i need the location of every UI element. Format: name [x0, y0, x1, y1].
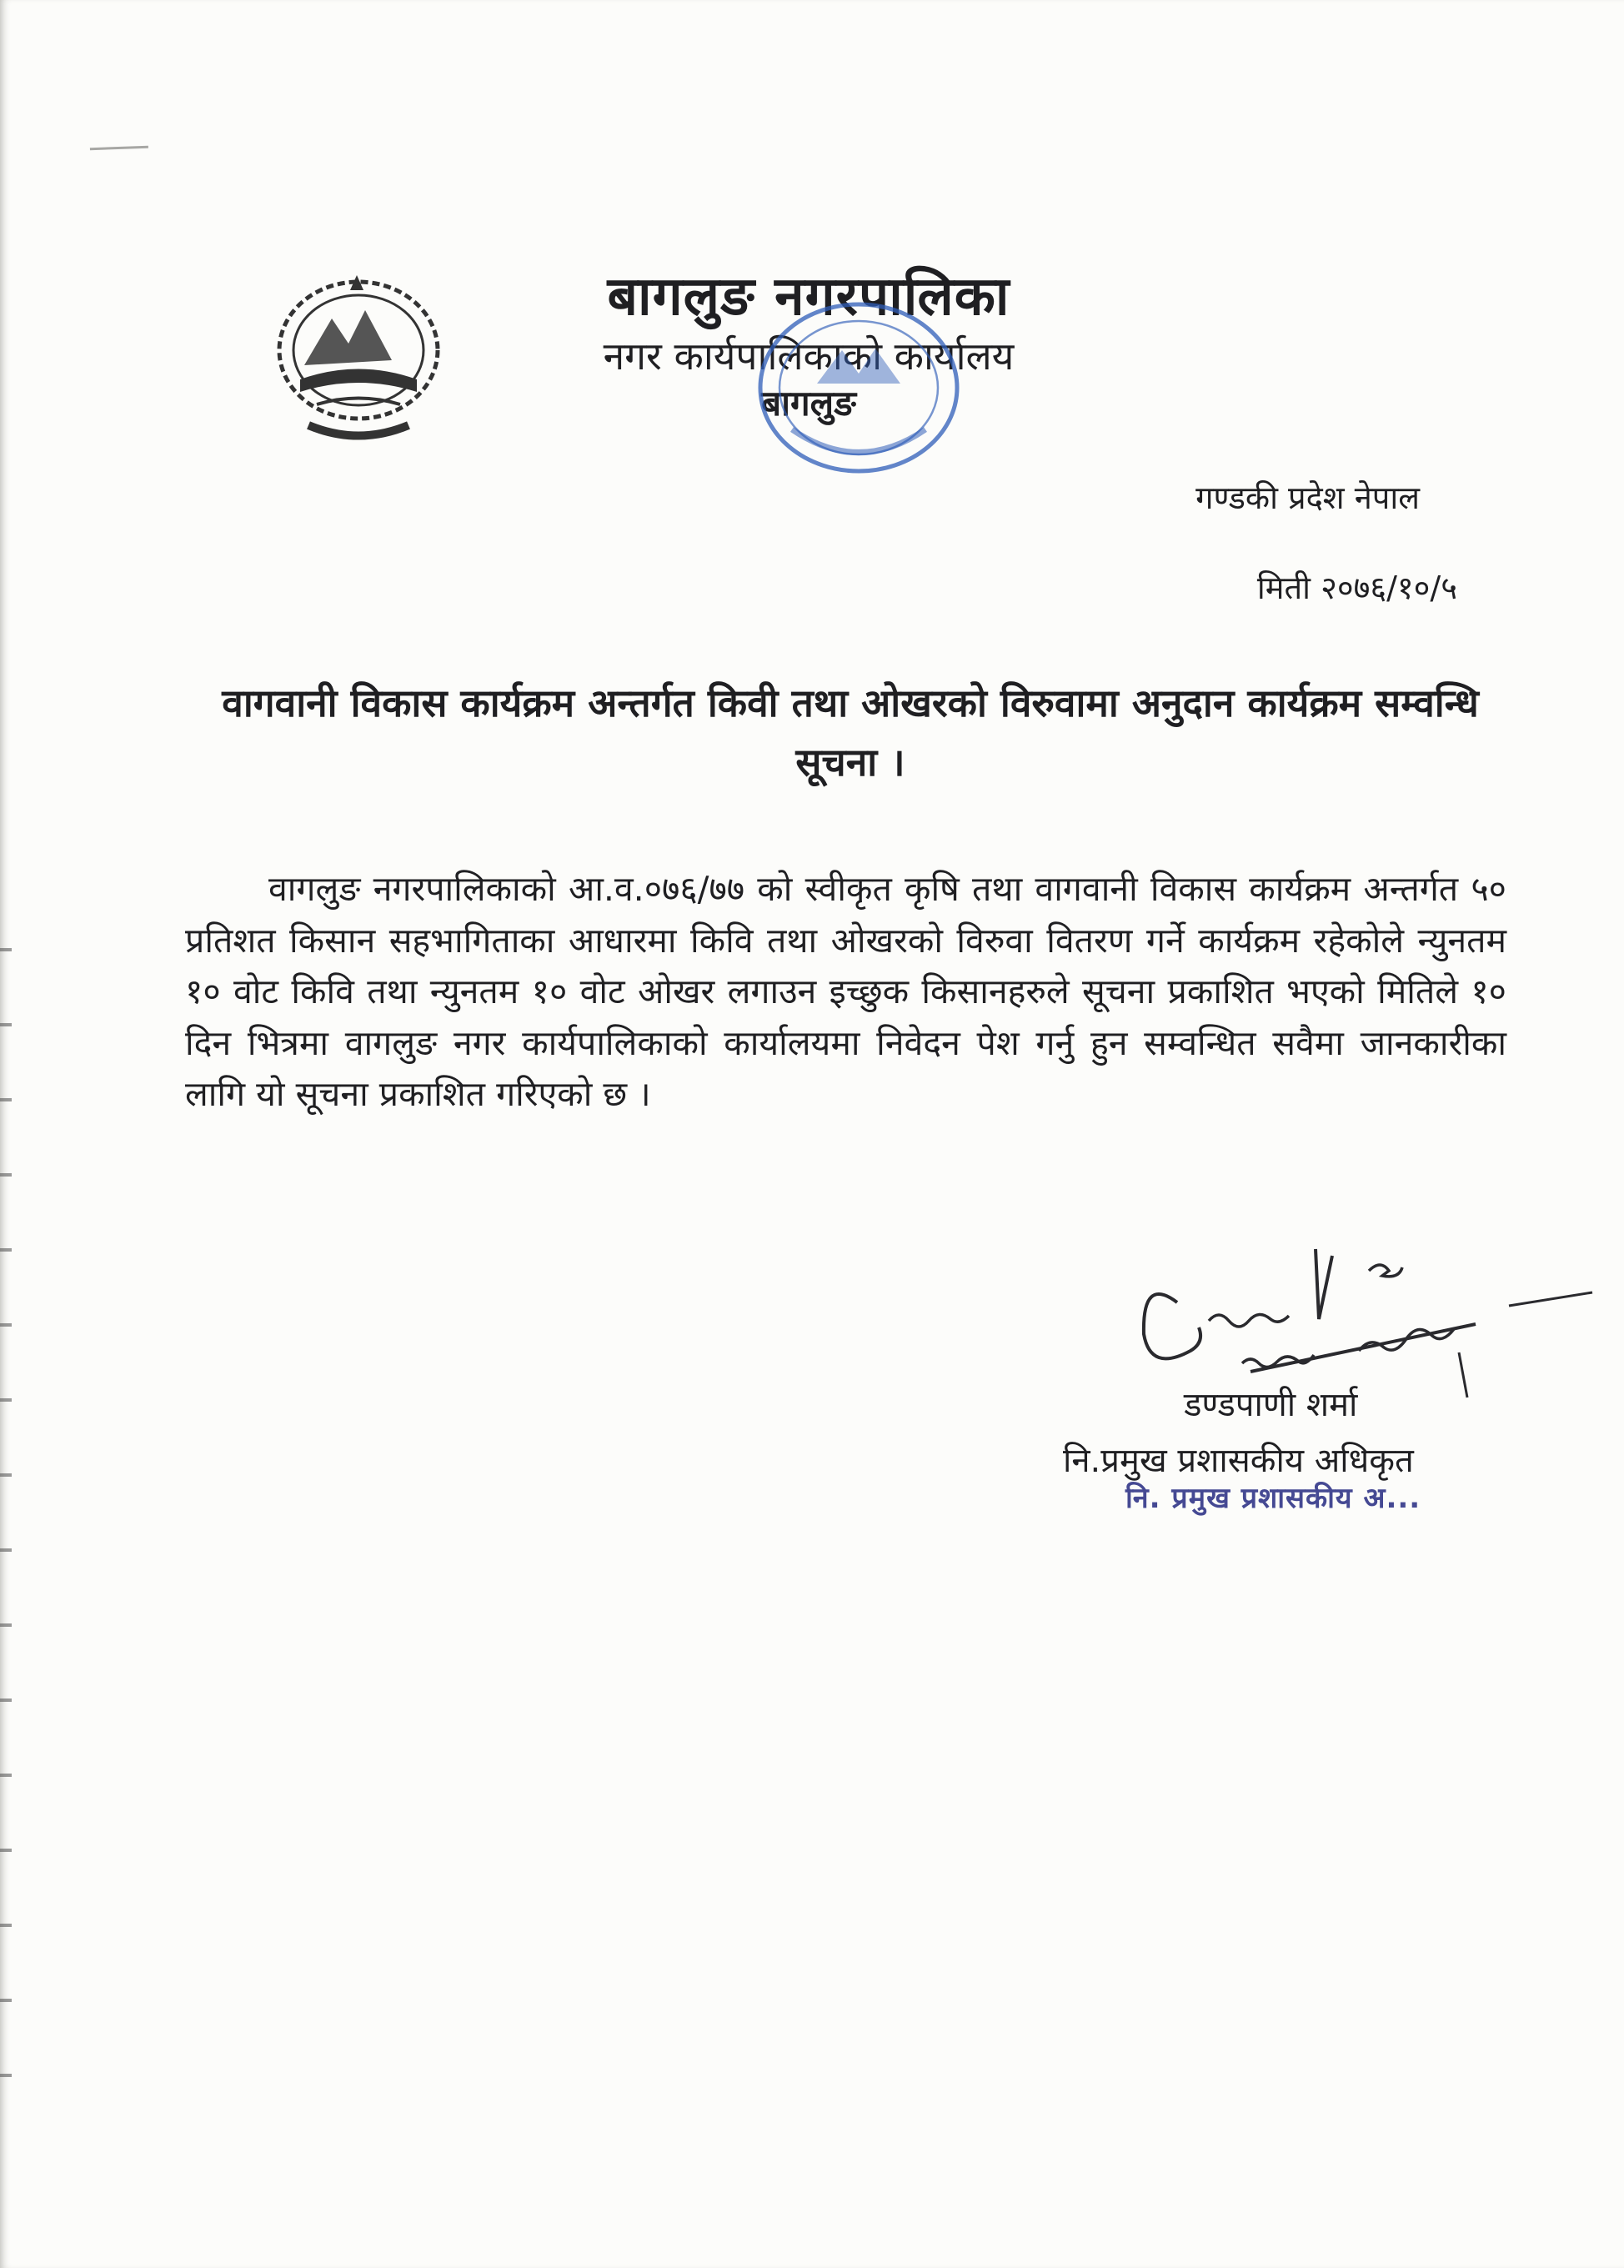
nepal-emblem-icon — [258, 267, 459, 442]
signer-name: डण्डपाणी शर्मा — [1184, 1386, 1358, 1424]
office-seal-stamp — [734, 284, 984, 500]
place-name: बागलुङ — [761, 382, 856, 424]
notice-body: वागलुङ नगरपालिकाको आ.व.०७६/७७ को स्वीकृत कृषि तथा वागवानी विकास कार्यक्रम अन्तर्गत ५० प्रतिशत किसान सहभागिताका आधारमा किवि तथा ओखरको विरुवा वितरण गर्ने कार्यक्रम रहेकोले न्युनतम १० वोट किवि तथा न्युनतम १० वोट ओखर लगाउन इच्छुक किसानहरुले सूचना प्रकाशित भएको मितिले १० दिन भित्रमा वागलुङ नगर कार्यपालिकाको कार्यालयमा निवेदन पेश गर्नु हुन सम्वन्धित सवैमा जानकारीका लागि यो सूचना प्रकाशित गरिएको छ । — [185, 869, 1506, 1114]
designation-stamp: नि. प्रमुख प्रशासकीय अ... — [1125, 1482, 1421, 1515]
pencil-mark — [90, 146, 148, 155]
signer-title: नि.प्रमुख प्रशासकीय अधिकृत — [1063, 1442, 1414, 1480]
office-name: नगर कार्यपालिकाको कार्यालय — [603, 333, 1015, 379]
organization-name: बागलुङ नगरपालिका — [607, 266, 1010, 328]
notice-subject: वागवानी विकास कार्यक्रम अन्तर्गत किवी तथा ओखरको विरुवामा अनुदान कार्यक्रम सम्वन्धि सूचना । — [222, 680, 1479, 785]
scan-edge-marks — [0, 917, 12, 2085]
province-line: गण्डकी प्रदेश नेपाल — [1195, 479, 1420, 516]
letter-date: मिती २०७६/१०/५ — [1256, 570, 1457, 606]
